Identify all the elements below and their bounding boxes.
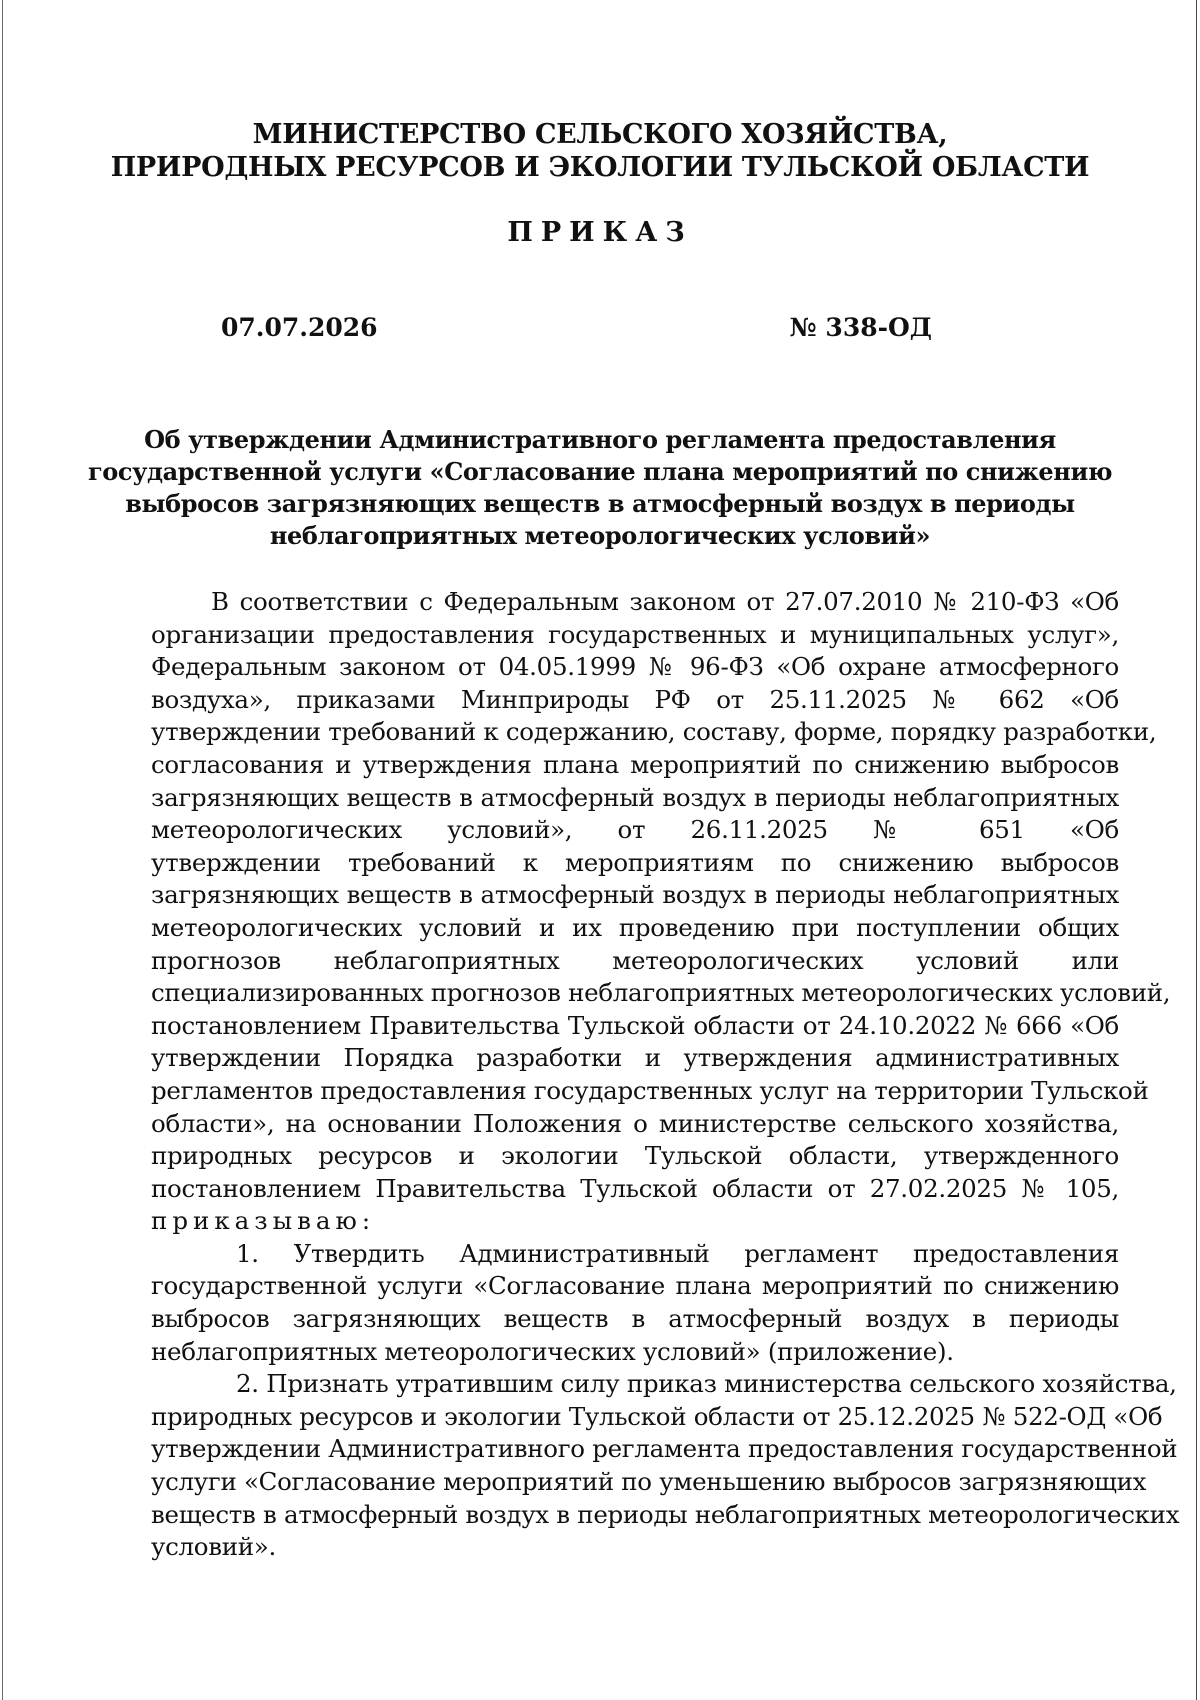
preamble-line: прогнозов неблагоприятных метеорологических условий или	[151, 945, 1119, 975]
preamble-line: Федеральным законом от 04.05.1999 № 96-ФЗ «Об охране атмосферного	[151, 652, 1119, 682]
item-1-line: 1. Утвердить Административный регламент предоставления	[236, 1238, 1119, 1268]
subject-line: неблагоприятных метеорологических условий»	[269, 521, 931, 550]
item-2-line: условий».	[151, 1532, 276, 1562]
item-1-line: государственной услуги «Согласование плана мероприятий по снижению	[151, 1271, 1119, 1301]
preamble-line: области», на основании Положения о министерстве сельского хозяйства,	[151, 1108, 1119, 1138]
item-1-line: выбросов загрязняющих веществ в атмосферный воздух в периоды	[151, 1304, 1119, 1334]
preamble-line: регламентов предоставления государственных услуг на территории Тульской	[151, 1075, 1149, 1105]
order-body	[151, 586, 1180, 1564]
preamble-line: природных ресурсов и экологии Тульской области, утвержденного	[151, 1141, 1119, 1171]
preamble-line: метеорологических условий и их проведению при поступлении общих	[151, 912, 1119, 942]
scan-edge-left	[2, 0, 3, 1700]
preamble-line: специализированных прогнозов неблагоприятных метеорологических условий,	[151, 978, 1171, 1008]
order-date: 07.07.2026	[221, 313, 378, 342]
decree-word: приказываю:	[151, 1206, 376, 1236]
preamble-line: согласования и утверждения плана мероприятий по снижению выбросов	[151, 749, 1119, 779]
subject-line: Об утверждении Административного регламента предоставления	[144, 425, 1056, 454]
item-2-line: природных ресурсов и экологии Тульской области от 25.12.2025 № 522-ОД «Об	[151, 1401, 1163, 1431]
preamble-line: метеорологических условий», от 26.11.2025 № 651 «Об	[151, 815, 1119, 845]
item-2-line: услуги «Согласование мероприятий по уменьшению выбросов загрязняющих	[151, 1467, 1147, 1497]
ministry-header	[0, 118, 1200, 184]
preamble-line: утверждении требований к содержанию, составу, форме, порядку разработки,	[151, 717, 1157, 747]
preamble-line: загрязняющих веществ в атмосферный воздух в периоды неблагоприятных	[151, 782, 1119, 812]
ministry-header-line-1: МИНИСТЕРСТВО СЕЛЬСКОГО ХОЗЯЙСТВА,	[252, 119, 948, 150]
item-2-line: 2. Признать утратившим силу приказ министерства сельского хозяйства,	[236, 1369, 1177, 1399]
item-1-line: неблагоприятных метеорологических условий» (приложение).	[151, 1336, 954, 1366]
preamble-line: утверждении требований к мероприятиям по снижению выбросов	[151, 847, 1119, 877]
order-subject	[0, 424, 1200, 552]
preamble-line: загрязняющих веществ в атмосферный воздух в периоды неблагоприятных	[151, 880, 1119, 910]
order-number: № 338-ОД	[789, 313, 932, 342]
preamble-line: постановлением Правительства Тульской области от 27.02.2025 № 105,	[151, 1173, 1119, 1203]
preamble-line: организации предоставления государственных и муниципальных услуг»,	[151, 619, 1119, 649]
item-2-line: утверждении Административного регламента предоставления государственной	[151, 1434, 1178, 1464]
item-2-line: веществ в атмосферный воздух в периоды неблагоприятных метеорологических	[151, 1499, 1180, 1529]
order-title: ПРИКАЗ	[507, 217, 693, 248]
preamble-line: В соответствии с Федеральным законом от 27.07.2010 № 210-ФЗ «Об	[211, 587, 1119, 616]
subject-line: государственной услуги «Согласование плана мероприятий по снижению	[87, 457, 1113, 486]
scan-edge-right	[1196, 0, 1197, 1700]
ministry-header-line-2: ПРИРОДНЫХ РЕСУРСОВ И ЭКОЛОГИИ ТУЛЬСКОЙ ОБЛАСТИ	[110, 152, 1090, 183]
preamble-line: воздуха», приказами Минприроды РФ от 25.11.2025 № 662 «Об	[151, 684, 1119, 714]
subject-line: выбросов загрязняющих веществ в атмосферный воздух в периоды	[125, 489, 1075, 518]
preamble-line: постановлением Правительства Тульской области от 24.10.2022 № 666 «Об	[151, 1010, 1119, 1040]
preamble-line: утверждении Порядка разработки и утверждения административных	[151, 1043, 1119, 1073]
